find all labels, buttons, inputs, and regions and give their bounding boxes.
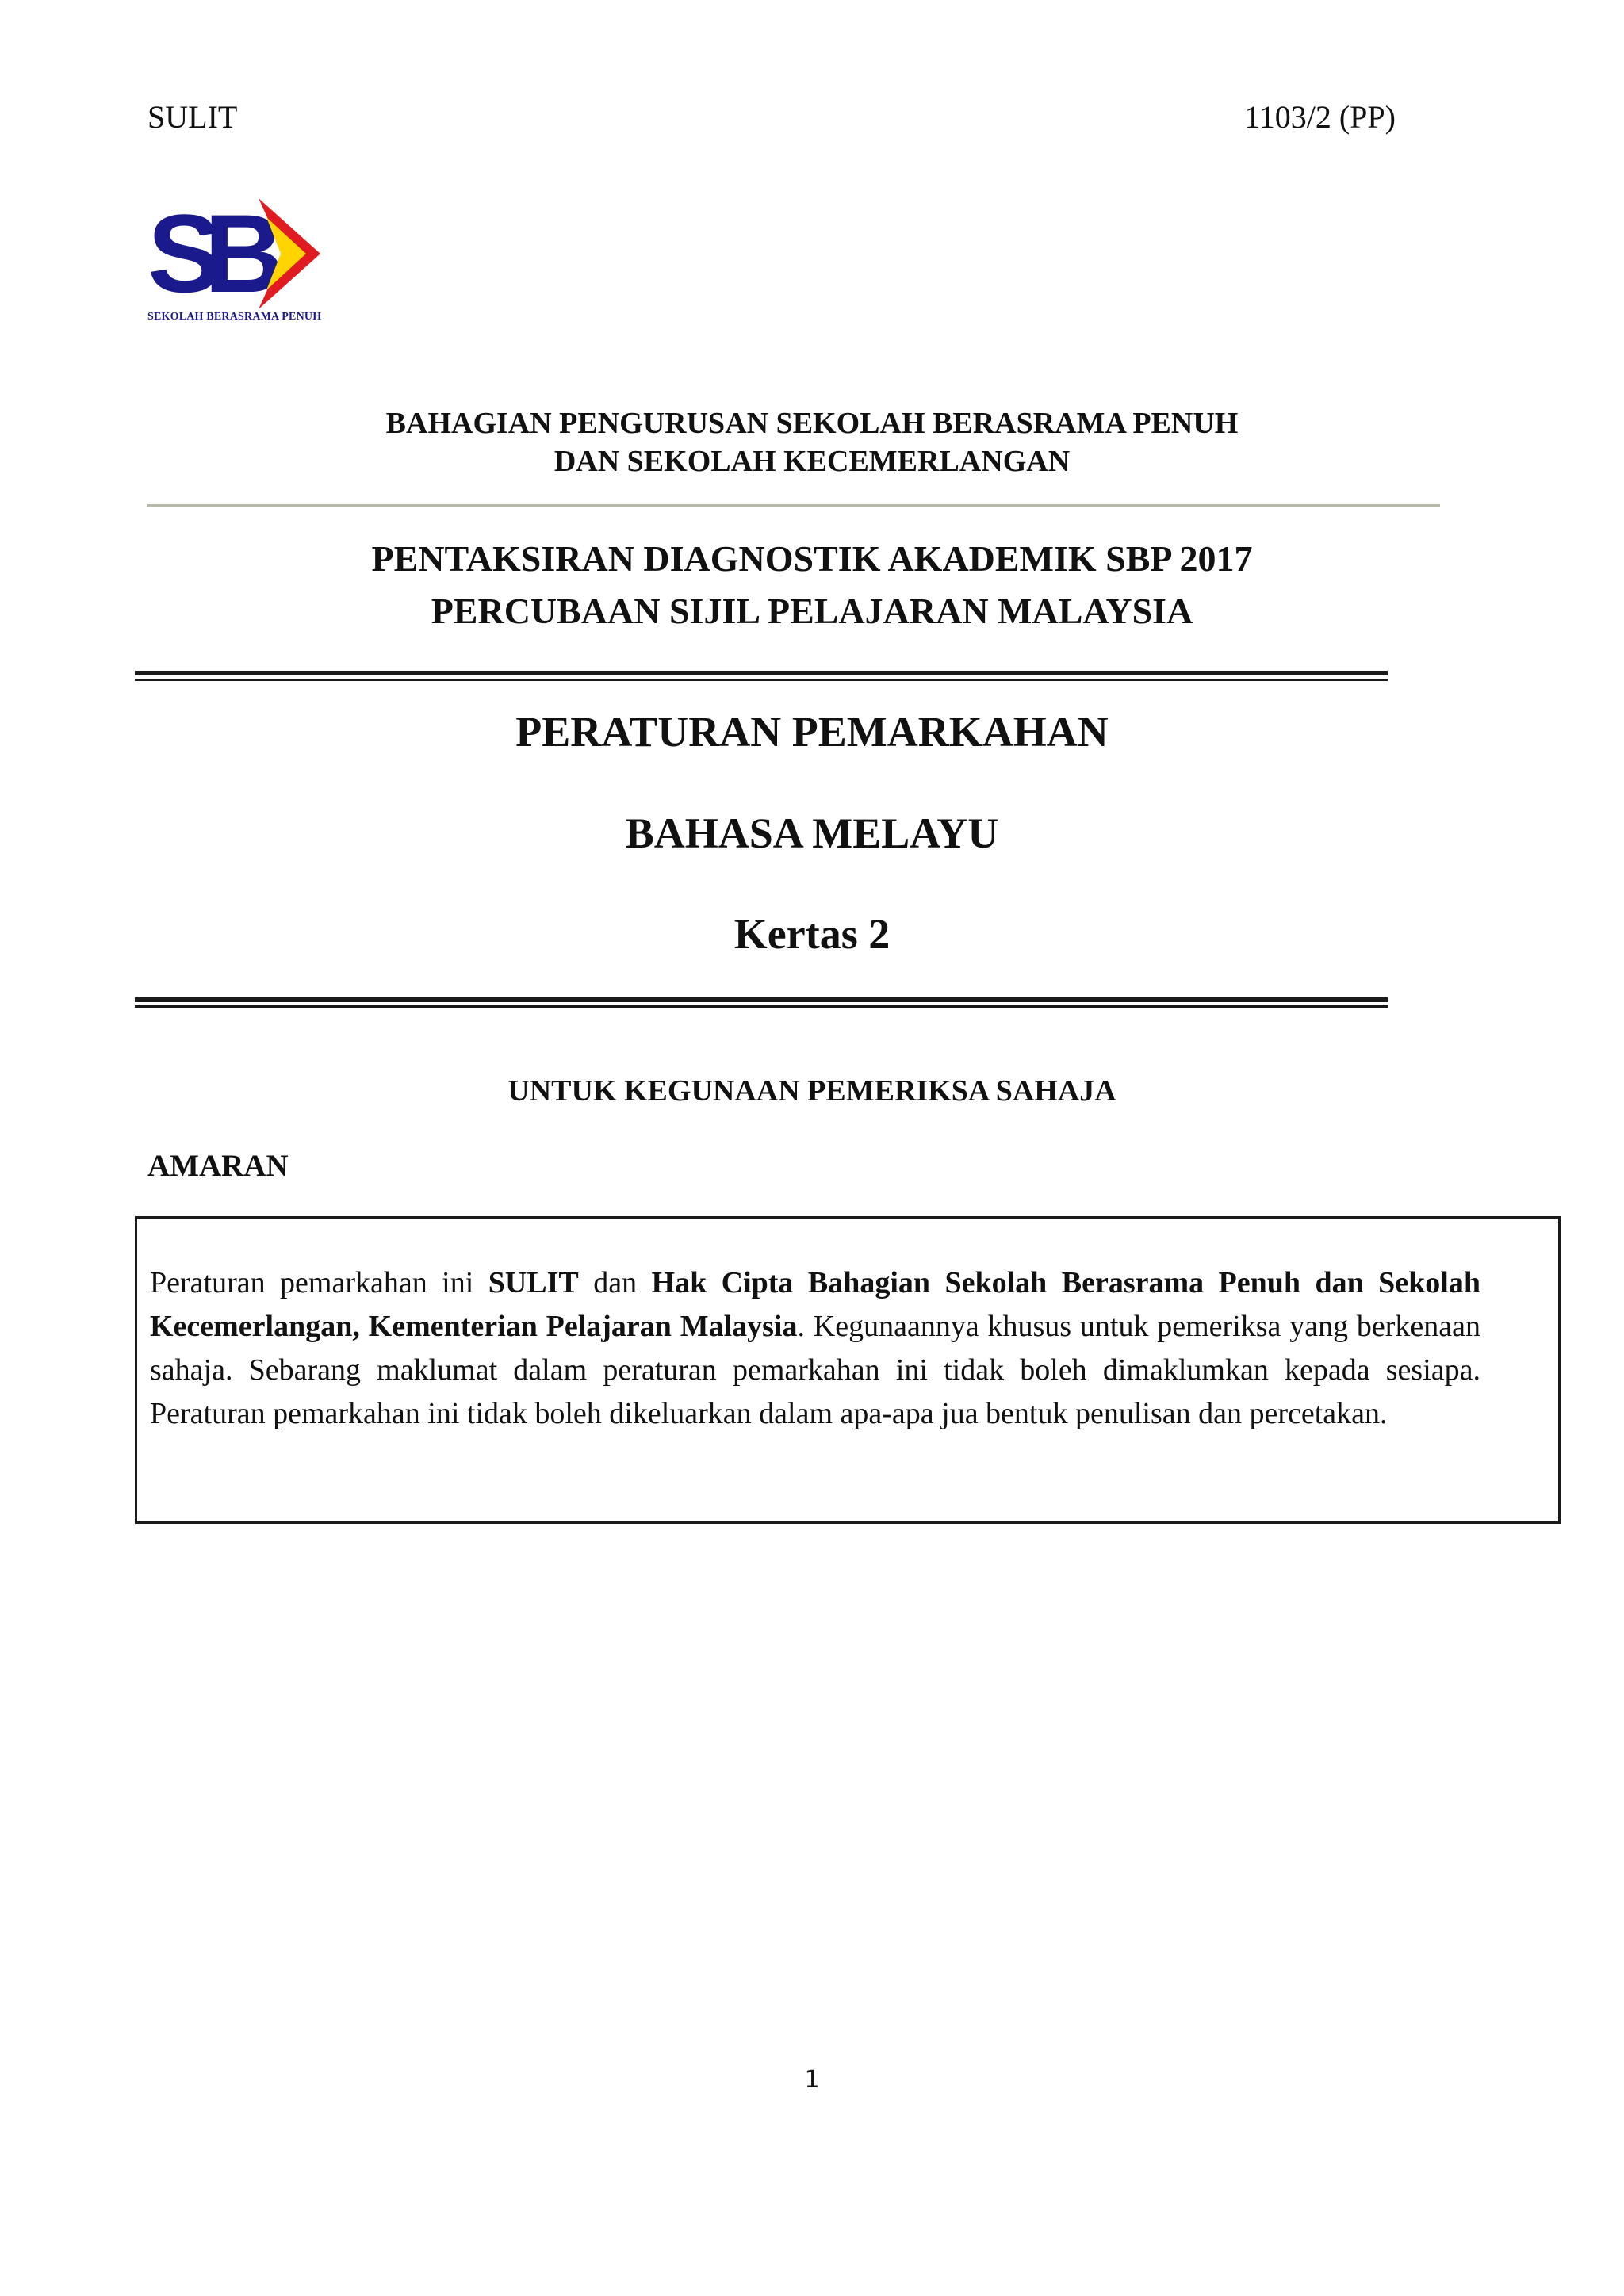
subject-title: BAHASA MELAYU — [625, 809, 999, 857]
divider-double-bottom — [135, 997, 1388, 1010]
document-title: PERATURAN PEMARKAHAN — [515, 708, 1109, 756]
sbp-logo-letters: SB — [147, 193, 267, 309]
exam-line-2: PERCUBAAN SIJIL PELAJARAN MALAYSIA — [431, 591, 1193, 631]
exam-line-1: PENTAKSIRAN DIAGNOSTIK AKADEMIK SBP 2017 — [371, 538, 1253, 579]
department-line-2: DAN SEKOLAH KECEMERLANGAN — [553, 445, 1071, 478]
usage-note: UNTUK KEGUNAAN PEMERIKSA SAHAJA — [508, 1074, 1116, 1108]
header-paper-code: 1103/2 (PP) — [1244, 99, 1396, 135]
sbp-logo-mark — [147, 193, 331, 309]
logo-caption: SEKOLAH BERASRAMA PENUH — [147, 311, 322, 323]
divider-gray — [147, 504, 1440, 507]
paper-title: Kertas 2 — [733, 910, 891, 958]
exam-heading — [0, 533, 1624, 637]
warning-box — [135, 1216, 1561, 1524]
page-number: 1 — [804, 2066, 820, 2094]
department-line-1: BAHAGIAN PENGURUSAN SEKOLAH BERASRAMA PENUH — [385, 407, 1239, 440]
header-classification: SULIT — [147, 99, 238, 135]
warning-heading: AMARAN — [147, 1149, 289, 1183]
sbp-logo — [147, 193, 331, 328]
divider-double-top — [135, 671, 1388, 683]
warning-text: Peraturan pemarkahan ini SULIT dan Hak Cipta Bahagian Sekolah Berasrama Penuh dan Sekolah Kecemerlangan, Kementerian Pelajaran Malaysia. Kegunaannya khusus untuk pemeriksa yang berkenaan sahaja. Sebarang maklumat dalam peraturan pemarkahan ini tidak boleh dimaklumkan kepada sesiapa. Peraturan pemarkahan ini tidak boleh dikeluarkan dalam apa-apa jua bentuk penulisan dan percetakan. — [150, 1266, 1481, 1430]
department-heading — [0, 404, 1624, 480]
